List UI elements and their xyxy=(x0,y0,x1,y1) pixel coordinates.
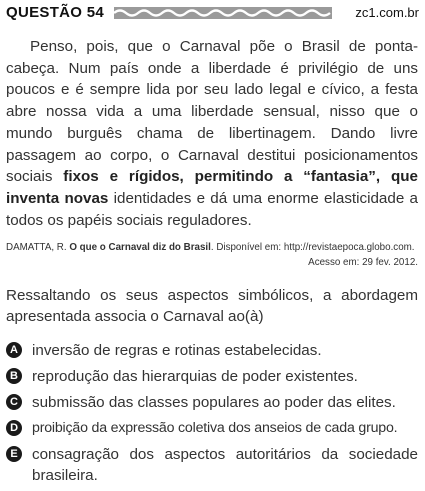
option-b[interactable] xyxy=(6,366,418,387)
passage-bold-part: fixos e rígidos, permitindo a “fantasia”, que inventa novas xyxy=(6,168,418,207)
site-url: zc1.com.br xyxy=(355,5,419,20)
option-d[interactable] xyxy=(6,418,418,439)
question-number: QUESTÃO 54 xyxy=(6,4,105,21)
passage-part-2: identidades e dá uma enorme elasticidade a todos os papéis sociais reguladores. xyxy=(6,189,418,229)
answer-options xyxy=(6,340,418,491)
option-c-badge: C xyxy=(6,394,22,410)
passage-part-1: Penso, pois, que o Carnaval põe o Brasil de ponta-cabeça. Num país onde a liberdade é privilégio de uns poucos e é sempre lida por seu lado legal e cívico, a festa abre nossa vida a uma liberdade sensual, nisso que o mundo burguês chama de libertinagem. Dando livre passagem ao corpo, o Carnaval destitui posicionamentos sociais xyxy=(6,38,418,186)
option-e-badge: E xyxy=(6,446,22,462)
option-a[interactable] xyxy=(6,340,418,361)
option-d-text: proibição da expressão coletiva dos anseios de cada grupo. xyxy=(32,420,398,436)
citation-author: DAMATTA, R. xyxy=(6,242,70,253)
option-d-badge: D xyxy=(6,420,22,436)
option-b-text: reprodução das hierarquias de poder existentes. xyxy=(32,368,358,385)
citation xyxy=(6,240,418,270)
option-a-text: inversão de regras e rotinas estabelecidas. xyxy=(32,342,322,359)
citation-access: Acesso em: 29 fev. 2012. xyxy=(308,257,418,268)
question-stem: Ressaltando os seus aspectos simbólicos, a abordagem apresentada associa o Carnaval ao(à) xyxy=(6,287,418,325)
wave-decoration xyxy=(114,7,332,19)
option-b-badge: B xyxy=(6,368,22,384)
passage-text xyxy=(6,36,418,231)
option-c[interactable] xyxy=(6,392,418,413)
option-a-badge: A xyxy=(6,342,22,358)
question-header xyxy=(6,4,419,22)
option-e[interactable] xyxy=(6,444,418,486)
option-e-text: consagração dos aspectos autoritários da sociedade brasileira. xyxy=(32,446,418,484)
citation-source: . Disponível em: http://revistaepoca.globo.com. xyxy=(210,242,415,253)
option-c-text: submissão das classes populares ao poder das elites. xyxy=(32,394,396,411)
citation-work: O que o Carnaval diz do Brasil xyxy=(69,242,211,253)
